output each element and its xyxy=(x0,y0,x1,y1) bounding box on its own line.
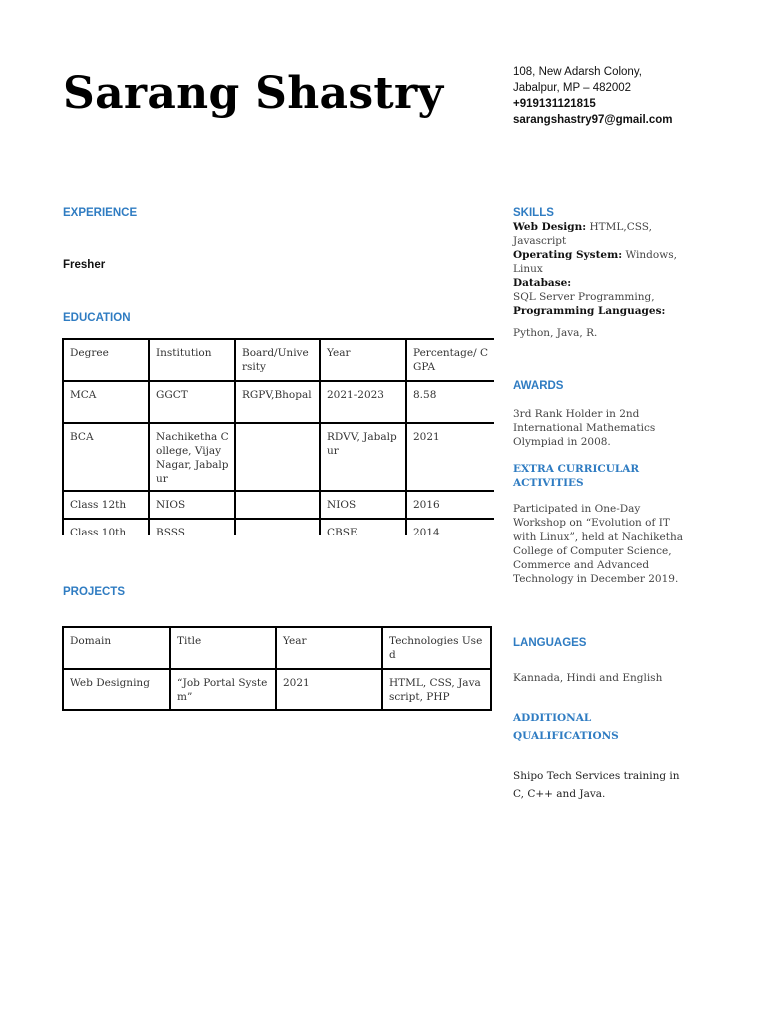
education-cell: MCA xyxy=(63,381,149,423)
contact-block xyxy=(513,64,753,128)
additional-heading-line: QUALIFICATIONS xyxy=(513,730,619,742)
projects-cell: “Job Portal System” xyxy=(170,669,276,710)
skill-operating-system xyxy=(513,248,693,276)
projects-cell: HTML, CSS, Javascript, PHP xyxy=(382,669,491,710)
phone-number: +919131121815 xyxy=(513,98,596,110)
projects-header-cell: Title xyxy=(170,627,276,669)
education-header-cell: Year xyxy=(320,339,406,381)
awards-text: 3rd Rank Holder in 2nd International Mathematics Olympiad in 2008. xyxy=(513,408,656,448)
email-address: sarangshastry97@gmail.com xyxy=(513,114,673,126)
projects-header-cell: Year xyxy=(276,627,382,669)
skills-block xyxy=(513,220,693,340)
education-cell: 2021-2023 xyxy=(320,381,406,423)
awards-heading: AWARDS xyxy=(513,380,564,392)
education-cell: Class 12th xyxy=(63,491,149,519)
table-row xyxy=(63,381,494,423)
experience-text: Fresher xyxy=(63,259,106,271)
table-row xyxy=(63,519,494,535)
education-cell: BSSS xyxy=(149,519,235,535)
skill-value: Python, Java, R. xyxy=(513,327,598,339)
skill-database xyxy=(513,276,693,290)
education-cell: Class 10th xyxy=(63,519,149,535)
education-cell: GGCT xyxy=(149,381,235,423)
education-cell: CBSE xyxy=(320,519,406,535)
education-cell: NIOS xyxy=(149,491,235,519)
education-cell: 2021 xyxy=(406,423,494,491)
skill-value: Windows, Linux xyxy=(513,249,677,275)
education-header-cell: Degree xyxy=(63,339,149,381)
extra-curricular-heading xyxy=(513,462,639,490)
education-cell xyxy=(235,519,320,535)
skill-label: Programming Languages: xyxy=(513,305,666,317)
education-header-cell: Institution xyxy=(149,339,235,381)
education-header-row xyxy=(63,339,494,381)
education-cell xyxy=(235,491,320,519)
additional-qualifications-text: Shipo Tech Services training in C, C++ and Java. xyxy=(513,770,680,800)
additional-qualifications-heading xyxy=(513,709,619,745)
education-cell: 2016 xyxy=(406,491,494,519)
table-row xyxy=(63,491,494,519)
education-cell xyxy=(235,423,320,491)
projects-table xyxy=(62,626,492,711)
education-table xyxy=(62,338,494,535)
education-cell: BCA xyxy=(63,423,149,491)
skill-value: HTML,CSS, Javascript xyxy=(513,221,652,247)
table-row xyxy=(63,669,491,710)
education-header-cell: Board/Unive rsity xyxy=(235,339,320,381)
skills-heading: SKILLS xyxy=(513,207,554,219)
skill-label: Operating System: xyxy=(513,249,623,261)
address-line-1: 108, New Adarsh Colony, xyxy=(513,66,642,78)
skill-value: SQL Server Programming, xyxy=(513,291,655,303)
education-cell: Nachiketha College, Vijay Nagar, Jabalpur xyxy=(149,423,235,491)
address-line-2: Jabalpur, MP – 482002 xyxy=(513,82,632,94)
additional-heading-line: ADDITIONAL xyxy=(513,712,592,724)
extra-curricular-heading-line: EXTRA CURRICULAR xyxy=(513,463,640,475)
skill-label: Web Design: xyxy=(513,221,587,233)
education-cell: 8.58 xyxy=(406,381,494,423)
extra-curricular-text: Participated in One-Day Workshop on “Evolution of IT with Linux”, held at Nachiketha College of Computer Science, Commerce and Advanced Technology in December 2019. xyxy=(513,503,683,585)
education-cell: 2014 xyxy=(406,519,494,535)
projects-cell: 2021 xyxy=(276,669,382,710)
projects-cell: Web Designing xyxy=(63,669,170,710)
extra-curricular-heading-line: ACTIVITIES xyxy=(513,477,584,489)
languages-text: Kannada, Hindi and English xyxy=(513,672,663,684)
projects-header-cell: Technologies Used xyxy=(382,627,491,669)
projects-header-cell: Domain xyxy=(63,627,170,669)
projects-table-wrapper xyxy=(62,626,490,711)
education-cell: NIOS xyxy=(320,491,406,519)
skill-web-design xyxy=(513,220,693,248)
candidate-name: Sarang Shastry xyxy=(63,68,444,119)
table-row xyxy=(63,423,494,491)
projects-header-row xyxy=(63,627,491,669)
education-heading: EDUCATION xyxy=(63,312,131,324)
projects-heading: PROJECTS xyxy=(63,586,125,598)
education-cell: RGPV,Bhopal xyxy=(235,381,320,423)
skill-label: Database: xyxy=(513,277,572,289)
education-table-wrapper xyxy=(62,338,494,535)
education-header-cell: Percentage/ CGPA xyxy=(406,339,494,381)
experience-heading: EXPERIENCE xyxy=(63,207,138,219)
languages-heading: LANGUAGES xyxy=(513,637,587,649)
education-cell: RDVV, Jabalpur xyxy=(320,423,406,491)
skill-programming-languages xyxy=(513,304,693,318)
